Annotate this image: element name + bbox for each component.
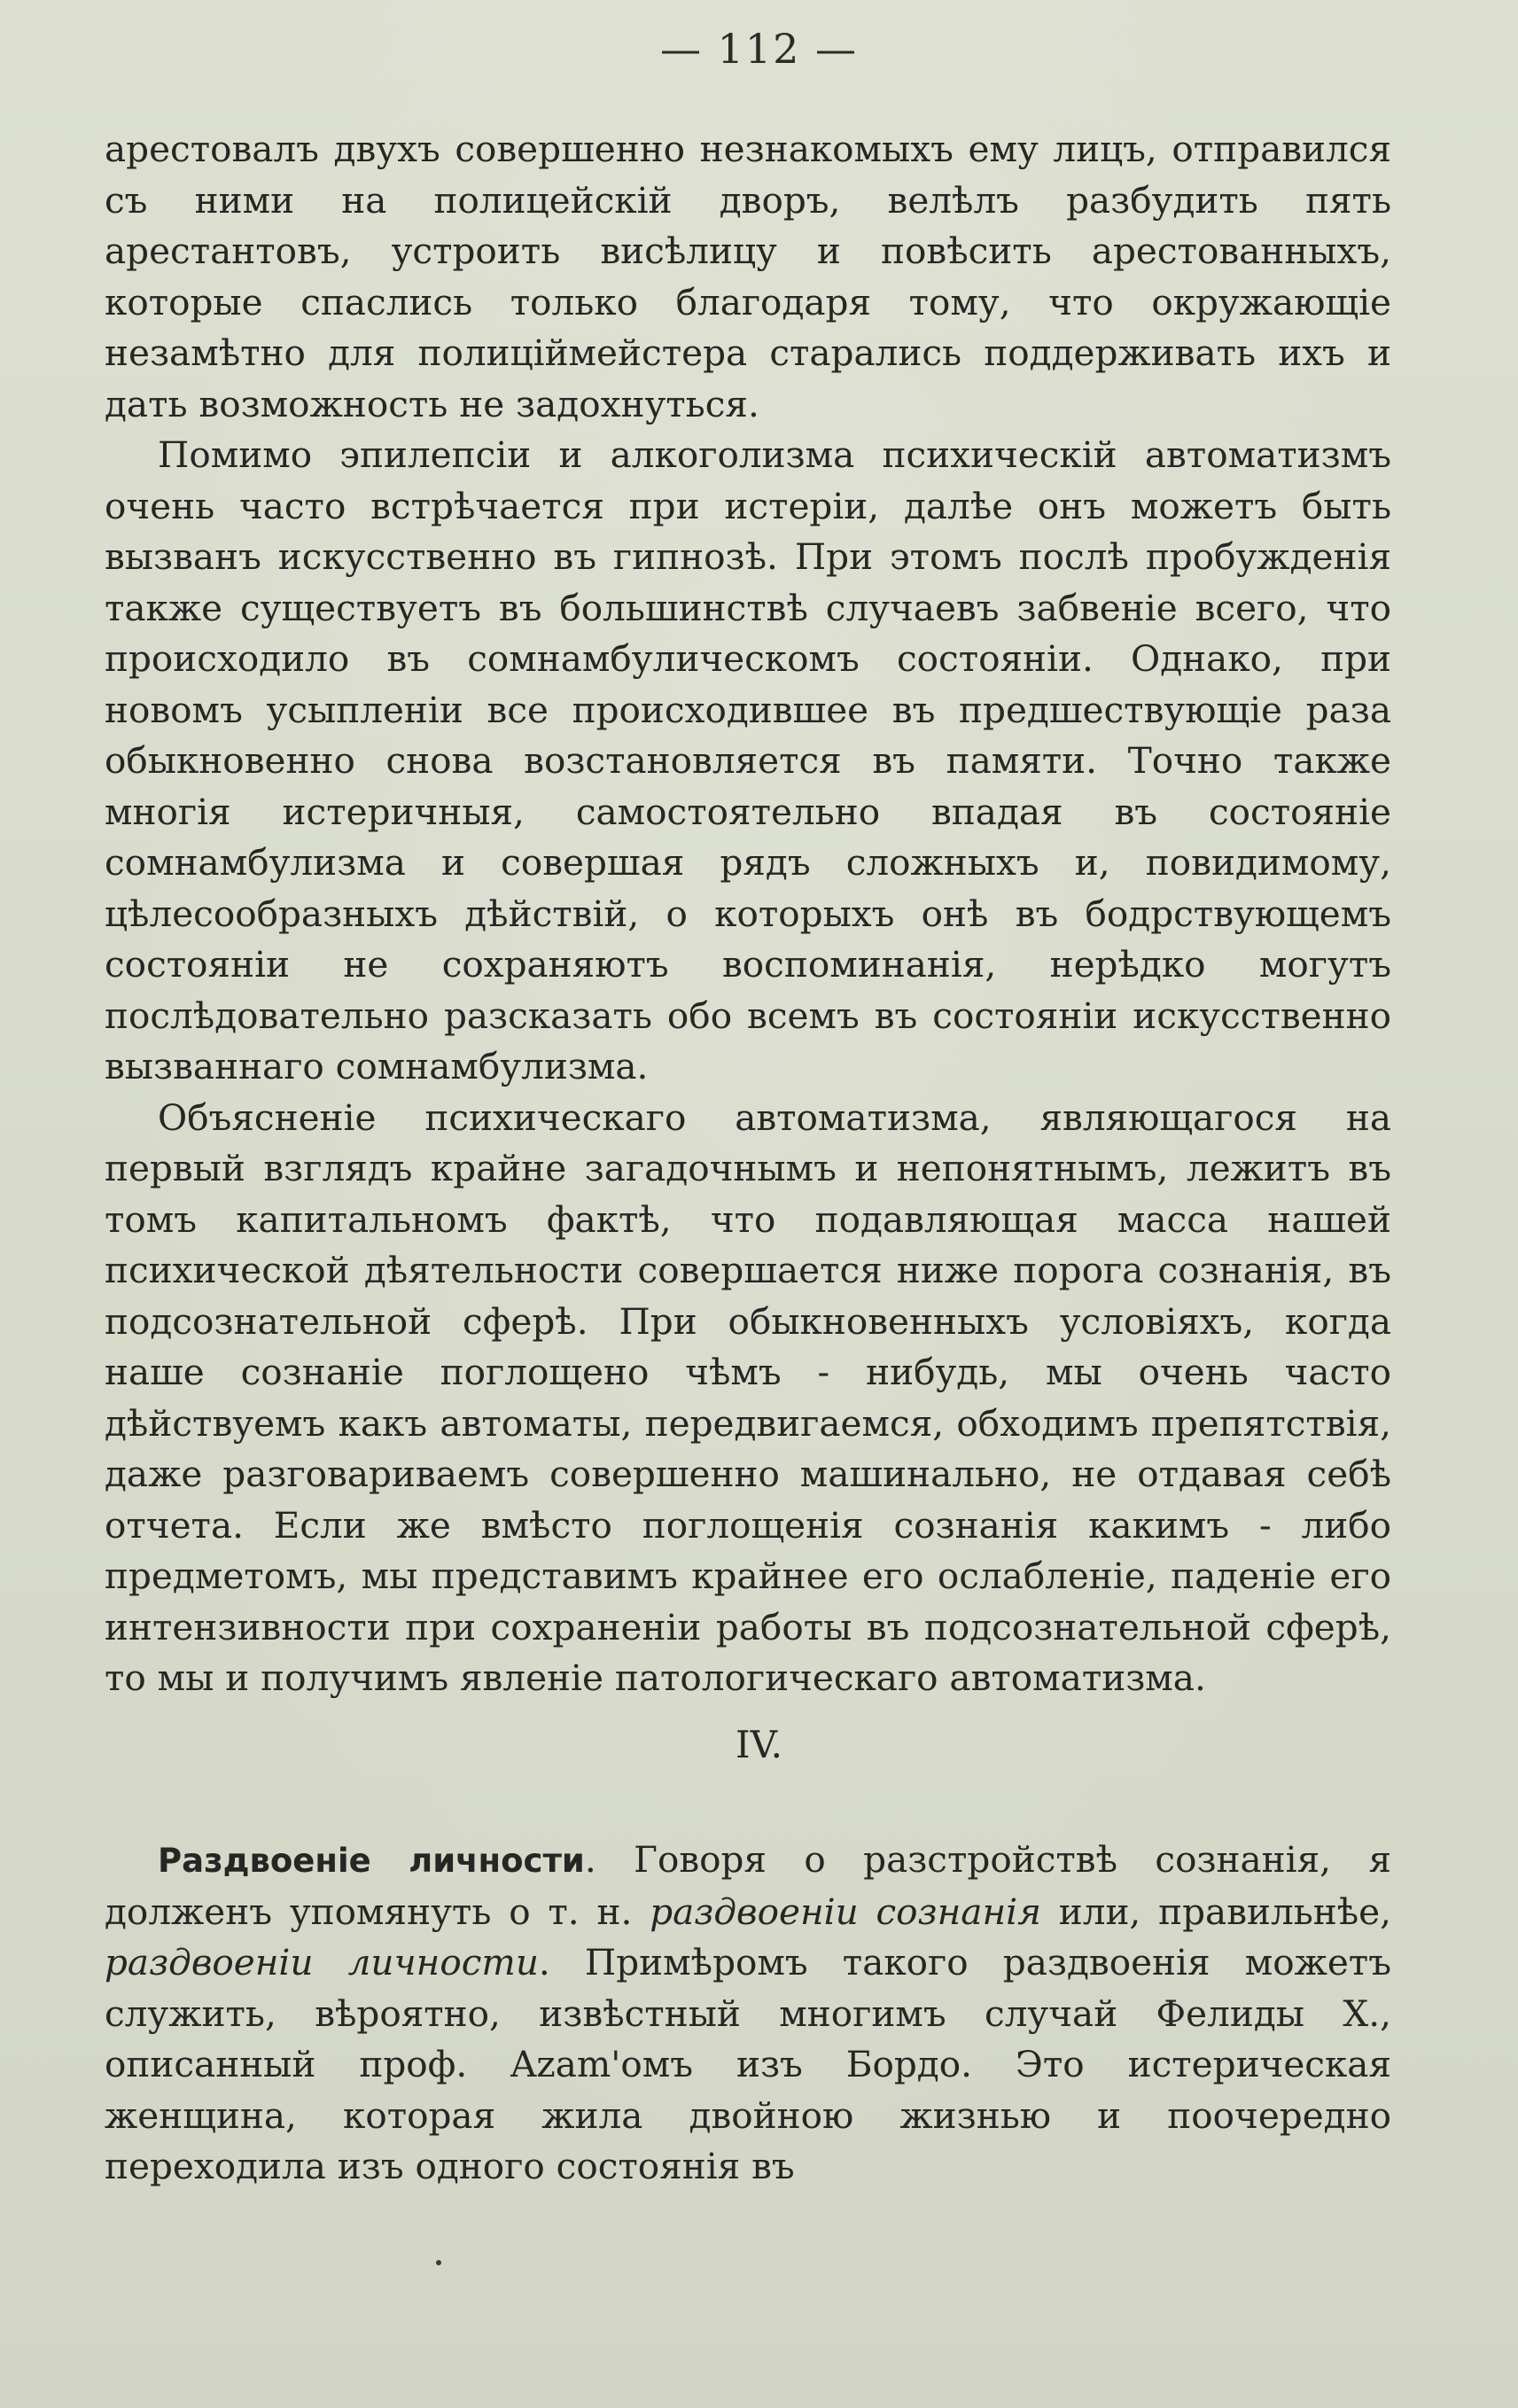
run-in-heading: Раздвоеніе личности <box>158 1842 585 1880</box>
paragraph-automatism-hypnosis: Помимо эпилепсіи и алкоголизма психическій автоматизмъ очень часто встрѣчается при истеріи, далѣе онъ можетъ быть вызванъ искусственно въ гипнозѣ. При этомъ послѣ пробужденія также существуетъ въ большинствѣ случаевъ забвеніе всего, что происходило въ сомнамбулическомъ состояніи. Однако, при новомъ усыпленіи все происходившее въ предшествующіе раза обыкновенно снова возстановляется въ памяти. Точно также многія истеричныя, самостоятельно впадая въ состояніе сомнамбулизма и совершая рядъ сложныхъ и, повидимому, цѣлесообразныхъ дѣйствій, о которыхъ онѣ въ бодрствующемъ состояніи не сохраняютъ воспоминанія, нерѣдко могутъ послѣдовательно разсказать обо всемъ въ состояніи искусственно вызваннаго сомнамбулизма. <box>105 433 1391 1087</box>
paragraph-continued: арестовалъ двухъ совершенно незнакомыхъ ему лицъ, отправился съ ними на полицейскій дворъ, велѣлъ разбудить пять арестантовъ, устроить висѣлицу и повѣсить арестованныхъ, которые спаслись только благодаря тому, что окружающіе незамѣтно для полиціймейстера старались поддерживать ихъ и дать возможность не задохнуться. <box>105 128 1391 425</box>
section-numeral: IV. <box>736 1723 782 1766</box>
paragraph-split-personality <box>105 1835 1391 2193</box>
text-segment: . Говоря о разстройствѣ сознанія, я долженъ упомянуть о т. н. <box>105 1838 1391 1933</box>
ink-speck <box>436 2260 441 2265</box>
italic-term: раздвоеніи личности <box>105 1941 539 1983</box>
italic-term: раздвоеніи сознанія <box>650 1890 1041 1933</box>
body-text <box>105 124 1391 1704</box>
page-number: — 112 — <box>659 25 859 73</box>
paragraph-automatism-explanation: Объясненіе психическаго автоматизма, являющагося на первый взглядъ крайне загадочнымъ и непонятнымъ, лежитъ въ томъ капитальномъ фактѣ, что подавляющая масса нашей психической дѣятельности совершается ниже порога сознанія, въ подсознательной сферѣ. При обыкновенныхъ условіяхъ, когда наше сознаніе поглощено чѣмъ - нибудь, мы очень часто дѣйствуемъ какъ автоматы, передвигаемся, обходимъ препятствія, даже разговариваемъ совершенно машинально, не отдавая себѣ отчета. Если же вмѣсто поглощенія сознанія какимъ - либо предметомъ, мы представимъ крайнее его ослабленіе, паденіе его интензивности при сохраненіи работы въ подсознательной сферѣ, то мы и получимъ явленіе патологическаго автоматизма. <box>105 1095 1391 1699</box>
section-text <box>105 1835 1391 2193</box>
text-segment: . Примѣромъ такого раздвоенія можетъ служить, вѣроятно, извѣстный многимъ случай Фелиды Х., описанный проф. Azam'омъ изъ Бордо. Это истерическая женщина, которая жила двойною жизнью и поочередно переходила изъ одного состоянія въ <box>105 1941 1391 2187</box>
text-segment: или, правильнѣе, <box>1040 1890 1392 1933</box>
